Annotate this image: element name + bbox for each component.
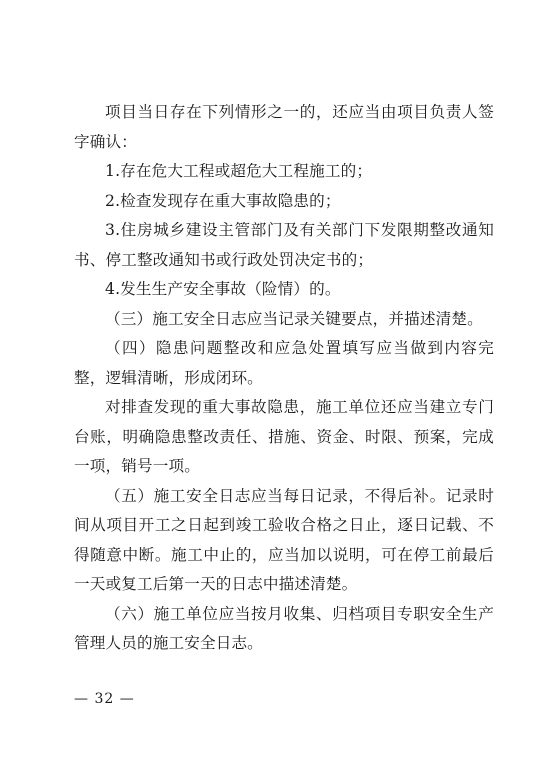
- paragraph-item-2: 2.检查发现存在重大事故隐患的；: [105, 191, 341, 210]
- page-number: — 32 —: [74, 691, 135, 707]
- paragraph-section-5: （五）施工安全日志应当每日记录，不得后补。记录时间从项目开工之日起到竣工验收合格之日止，逐日记载、不得随意中断。施工中止的，应当加以说明，可在停工前最后一天或复工后第一天的日志中描述清楚。: [74, 486, 494, 593]
- paragraph-section-4: （四）隐患问题整改和应急处置填写应当做到内容完整，逻辑清晰，形成闭环。: [74, 339, 494, 387]
- document-body: [74, 98, 494, 659]
- paragraph-section-6: （六）施工单位应当按月收集、归档项目专职安全生产管理人员的施工安全日志。: [74, 604, 494, 652]
- paragraph-major-hazard-ledger: 对排查发现的重大事故隐患，施工单位还应当建立专门台账，明确隐患整改责任、措施、资金、时限、预案，完成一项，销号一项。: [74, 398, 494, 475]
- paragraph-item-1: 1.存在危大工程或超危大工程施工的；: [105, 162, 373, 180]
- paragraph-signature-conditions: 项目当日存在下列情形之一的，还应当由项目负责人签字确认：: [74, 103, 494, 151]
- paragraph-item-4: 4.发生生产安全事故（险情）的。: [105, 280, 341, 298]
- paragraph-section-3: （三）施工安全日志应当记录关键要点，并描述清楚。: [105, 309, 483, 328]
- paragraph-item-3: 3.住房城乡建设主管部门及有关部门下发限期整改通知书、停工整改通知书或行政处罚决定书的；: [74, 221, 494, 269]
